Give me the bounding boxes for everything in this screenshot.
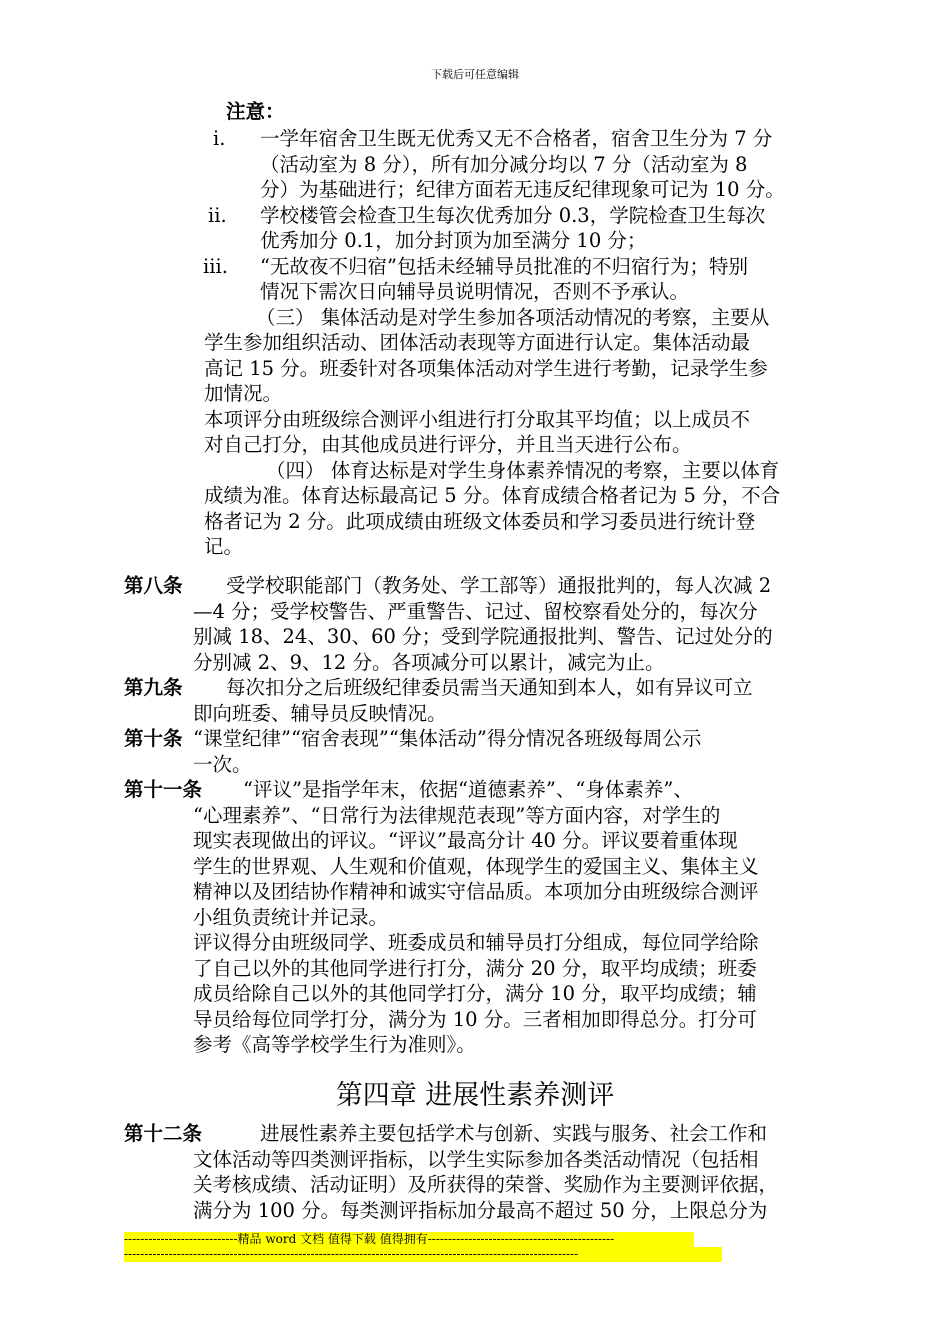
note-line: 情况下需次日向辅导员说明情况，否则不予承认。 <box>260 280 690 303</box>
paragraph-line: 高记 15 分。班委针对各项集体活动对学生进行考勤，记录学生参 <box>204 356 768 380</box>
article-line: 分别减 2、9、12 分。各项减分可以累计，减完为止。 <box>193 650 665 674</box>
note-line: 分）为基础进行；纪律方面若无违反纪律现象可记为 10 分。 <box>260 178 785 201</box>
paragraph-line: 成绩为准。体育达标最高记 5 分。体育成绩合格者记为 5 分，不合 <box>204 484 781 507</box>
note-number: iii. <box>203 254 228 278</box>
article-line: 满分为 100 分。每类测评指标加分最高不超过 50 分，上限总分为 <box>193 1198 768 1222</box>
note-line: 优秀加分 0.1，加分封顶为加至满分 10 分； <box>260 229 647 252</box>
paragraph-line: 本项评分由班级综合测评小组进行打分取其平均值；以上成员不 <box>204 407 751 431</box>
note-line: “无故夜不归宿”包括未经辅导员批准的不归宿行为；特别 <box>260 254 748 278</box>
paragraph-line: 格者记为 2 分。此项成绩由班级文体委员和学习委员进行统计登 <box>204 509 756 533</box>
note-number: ii. <box>208 203 227 227</box>
article-line: 即向班委、辅导员反映情况。 <box>193 701 447 725</box>
article-label: 第十一条 <box>124 778 203 801</box>
article-label: 第十二条 <box>124 1122 203 1145</box>
footer-banner: ----------------------------精品 word 文档 值得下载 值得拥有---------------------------------------------- <box>124 1232 694 1247</box>
article-line: 精神以及团结协作精神和诚实守信品质。本项加分由班级综合测评 <box>193 880 759 903</box>
paragraph-line: 加情况。 <box>204 382 283 405</box>
article-line: “心理素养”、“日常行为法律规范表现”等方面内容，对学生的 <box>193 803 721 827</box>
chapter-heading: 第四章 进展性素养测评 <box>335 1080 615 1111</box>
article-line: 别减 18、24、30、60 分；受到学院通报批判、警告、记过处分的 <box>193 625 773 648</box>
article-line: 了自己以外的其他同学进行打分，满分 20 分，取平均成绩；班委 <box>193 956 757 980</box>
article-line: —4 分；受学校警告、严重警告、记过、留校察看处分的，每次分 <box>193 599 758 623</box>
note-number: i. <box>213 127 226 150</box>
paragraph-line: （四） 体育达标是对学生身体素养情况的考察，主要以体育 <box>266 458 780 482</box>
article-line: 关考核成绩、活动证明）及所获得的荣誉、奖励作为主要测评依据， <box>193 1173 779 1196</box>
article-line: 一次。 <box>193 752 252 776</box>
article-line: 现实表现做出的评议。“评议”最高分计 40 分。评议要着重体现 <box>193 829 738 852</box>
note-line: 一学年宿舍卫生既无优秀又无不合格者，宿舍卫生分为 7 分 <box>260 127 773 150</box>
paragraph-line: 对自己打分，由其他成员进行评分，并且当天进行公布。 <box>204 433 692 456</box>
article-label: 第八条 <box>124 574 183 597</box>
article-line: 小组负责统计并记录。 <box>193 905 389 929</box>
note-line: 学校楼管会检查卫生每次优秀加分 0.3，学院检查卫生每次 <box>260 203 766 227</box>
article-line: 进展性素养主要包括学术与创新、实践与服务、社会工作和 <box>260 1122 768 1145</box>
page-header: 下载后可任意编辑 <box>431 68 519 81</box>
article-line: 受学校职能部门（教务处、学工部等）通报批判的，每人次减 2 <box>226 574 772 597</box>
article-label: 第九条 <box>124 676 183 699</box>
article-line: 成员给除自己以外的其他同学打分，满分 10 分，取平均成绩；辅 <box>193 982 757 1005</box>
article-label: 第十条 <box>124 727 183 750</box>
article-line: 导员给每位同学打分，满分为 10 分。三者相加即得总分。打分可 <box>193 1007 757 1031</box>
footer-dashes: ---------------------------------------------------------------------------------------------------------------- <box>124 1247 722 1262</box>
note-title: 注意： <box>226 100 285 123</box>
paragraph-line: 记。 <box>204 535 244 558</box>
paragraph-line: 学生参加组织活动、团体活动表现等方面进行认定。集体活动最 <box>204 331 751 354</box>
paragraph-line: （三） 集体活动是对学生参加各项活动情况的考察，主要从 <box>256 305 770 329</box>
article-line: 每次扣分之后班级纪律委员需当天通知到本人，如有异议可立 <box>226 676 753 699</box>
article-line: “评议”是指学年末，依据“道德素养”、“身体素养”、 <box>243 778 693 801</box>
article-line: 学生的世界观、人生观和价值观，体现学生的爱国主义、集体主义 <box>193 854 759 878</box>
article-line: 文体活动等四类测评指标，以学生实际参加各类活动情况（包括相 <box>193 1147 759 1171</box>
article-line: “课堂纪律”“宿舍表现”“集体活动”得分情况各班级每周公示 <box>193 727 702 750</box>
article-line: 参考《高等学校学生行为准则》。 <box>193 1033 476 1056</box>
note-line: （活动室为 8 分），所有加分减分均以 7 分（活动室为 8 <box>260 152 748 176</box>
article-line: 评议得分由班级同学、班委成员和辅导员打分组成，每位同学给除 <box>193 931 759 954</box>
